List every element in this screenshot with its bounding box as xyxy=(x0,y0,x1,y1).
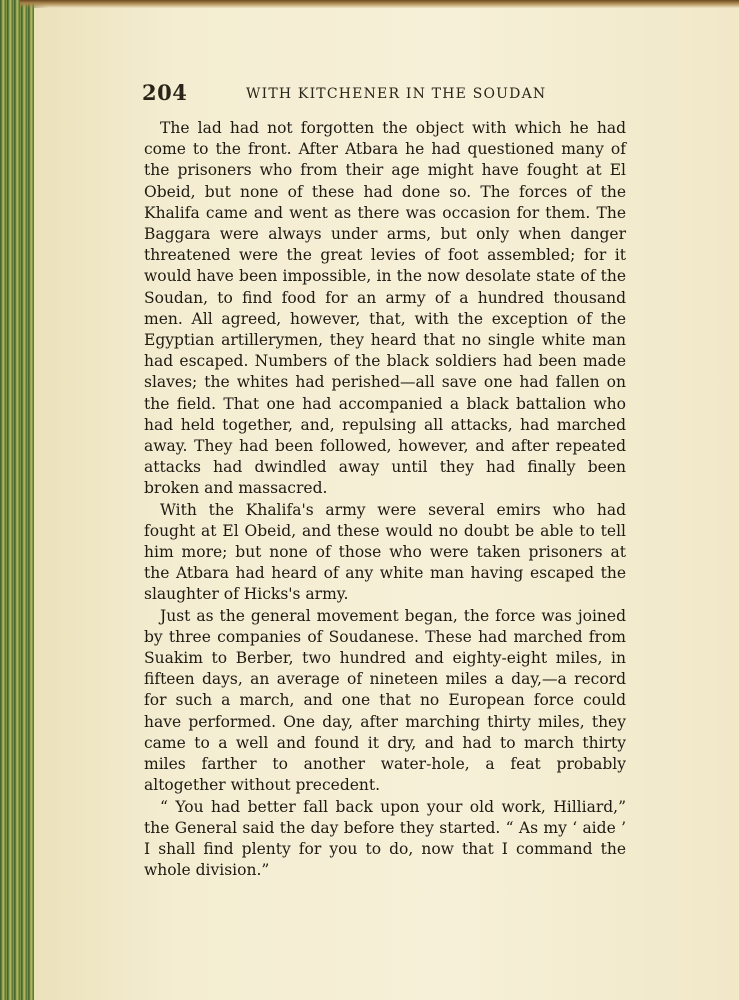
paragraph-1: The lad had not forgotten the object with which he had come to the front. After Atbara he had questioned many of the prisoners who from their age might have fought at El Obeid, but none of these had done so. The forces of the Khalifa came and went as there was occasion for them. The Baggara were always under arms, but only when danger threatened were the great levies of foot assembled; for it would have been impossible, in the now desolate state of the Soudan, to find food for an army of a hundred thousand men. All agreed, however, that, with the exception of the Egyptian artillerymen, they heard that no single white man had escaped. Numbers of the black soldiers had been made slaves; the whites had perished—all save one had fallen on the field. That one had accompanied a black battalion who had held together, and, repulsing all attacks, had marched away. They had been followed, however, and after repeated attacks had dwindled away until they had finally been broken and massacred. xyxy=(144,119,626,498)
book-top-edge xyxy=(20,0,739,8)
running-head xyxy=(142,80,632,110)
paragraph-4: “ You had better fall back upon your old work, Hilliard,” the General said the day before they started. “ As my ‘ aide ’ I shall find plenty for you to do, now that I command the whole division.” xyxy=(144,797,626,880)
running-title: WITH KITCHENER IN THE SOUDAN xyxy=(246,86,547,102)
body-text xyxy=(144,118,626,881)
paragraph-2: With the Khalifa's army were several emirs who had fought at El Obeid, and these would no doubt be able to tell him more; but none of those who were taken prisoners at the Atbara had heard of any white man having escaped the slaughter of Hicks's army. xyxy=(144,500,626,604)
paragraph-3: Just as the general movement began, the force was joined by three companies of Soudanese. These had marched from Suakim to Berber, two hundred and eighty-eight miles, in fifteen days, an average of nineteen miles a day,—a record for such a march, and one that no European force could have performed. One day, after marching thirty miles, they came to a well and found it dry, and had to march thirty miles farther to another water-hole, a feat probably altogether without precedent. xyxy=(144,606,626,795)
page-number: 204 xyxy=(142,80,188,105)
book-page-edges xyxy=(0,0,34,1000)
